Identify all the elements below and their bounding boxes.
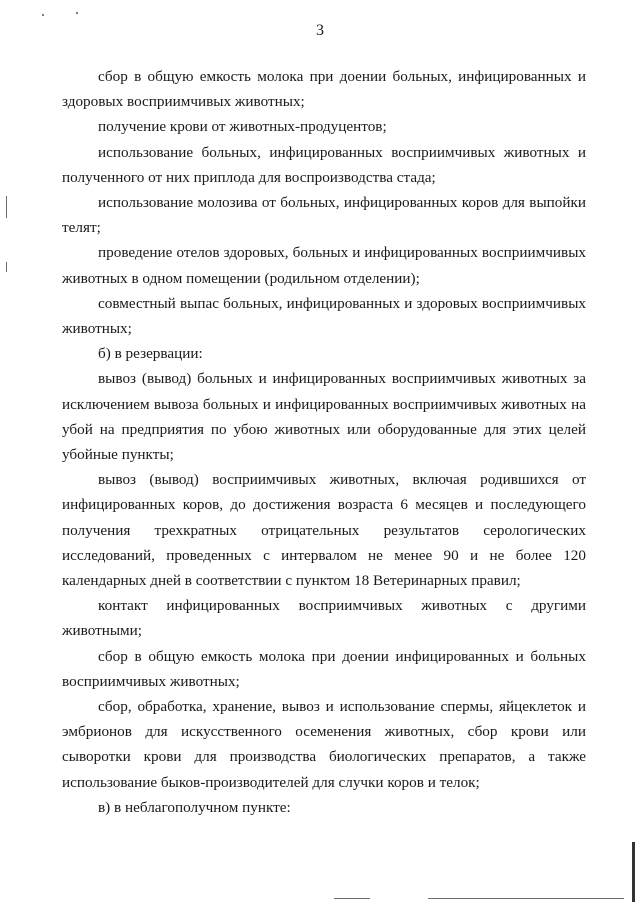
paragraph: сбор, обработка, хранение, вывоз и использование спермы, яйцеклеток и эмбрионов для искусственного осеменения животных, сбор крови или сыворотки крови для производства биологических препаратов, а также использование быков-производителей для случки коров и телок; <box>62 698 586 791</box>
paragraph: контакт инфицированных восприимчивых животных с другими животными; <box>62 597 586 640</box>
paragraph-section-b: б) в резервации: <box>98 345 203 363</box>
paragraph: совместный выпас больных, инфицированных и здоровых восприимчивых животных; <box>62 294 586 338</box>
scan-bottom-mark <box>334 898 370 899</box>
paragraph: вывоз (вывод) больных и инфицированных восприимчивых животных за исключением вывоза больных и инфицированных восприимчивых животных на убой на предприятия по убою животных или оборудованные для этих целей убойные пункты; <box>62 370 586 464</box>
scan-edge-mark <box>6 262 7 272</box>
paragraph-section-c: в) в неблагополучном пункте: <box>98 798 291 816</box>
paragraph: проведение отелов здоровых, больных и инфицированных восприимчивых животных в одном помещении (родильном отделении); <box>62 244 586 287</box>
paragraph: использование молозива от больных, инфицированных коров для выпойки телят; <box>62 194 586 237</box>
scan-edge-mark <box>6 196 7 218</box>
scan-speck <box>76 12 78 14</box>
scan-bottom-mark <box>428 898 624 899</box>
paragraph: сбор в общую емкость молока при доении больных, инфицированных и здоровых восприимчивых животных; <box>62 68 586 111</box>
paragraph: использование больных, инфицированных восприимчивых животных и полученного от них приплода для воспроизводства стада; <box>62 143 586 186</box>
page-number: 3 <box>316 22 324 39</box>
paragraph: получение крови от животных-продуцентов; <box>98 118 387 136</box>
paragraph: вывоз (вывод) восприимчивых животных, включая родившихся от инфицированных коров, до достижения возраста 6 месяцев и последующего получения трехкратных отрицательных результатов серологических исследований, проведенных с интервалом не менее 90 и не более 120 календарных дней в соответствии с пунктом 18 Ветеринарных правил; <box>62 471 586 590</box>
scan-speck <box>42 14 44 16</box>
document-body <box>62 64 586 820</box>
scan-edge-mark <box>632 842 635 902</box>
paragraph: сбор в общую емкость молока при доении инфицированных и больных восприимчивых животных; <box>62 647 586 690</box>
